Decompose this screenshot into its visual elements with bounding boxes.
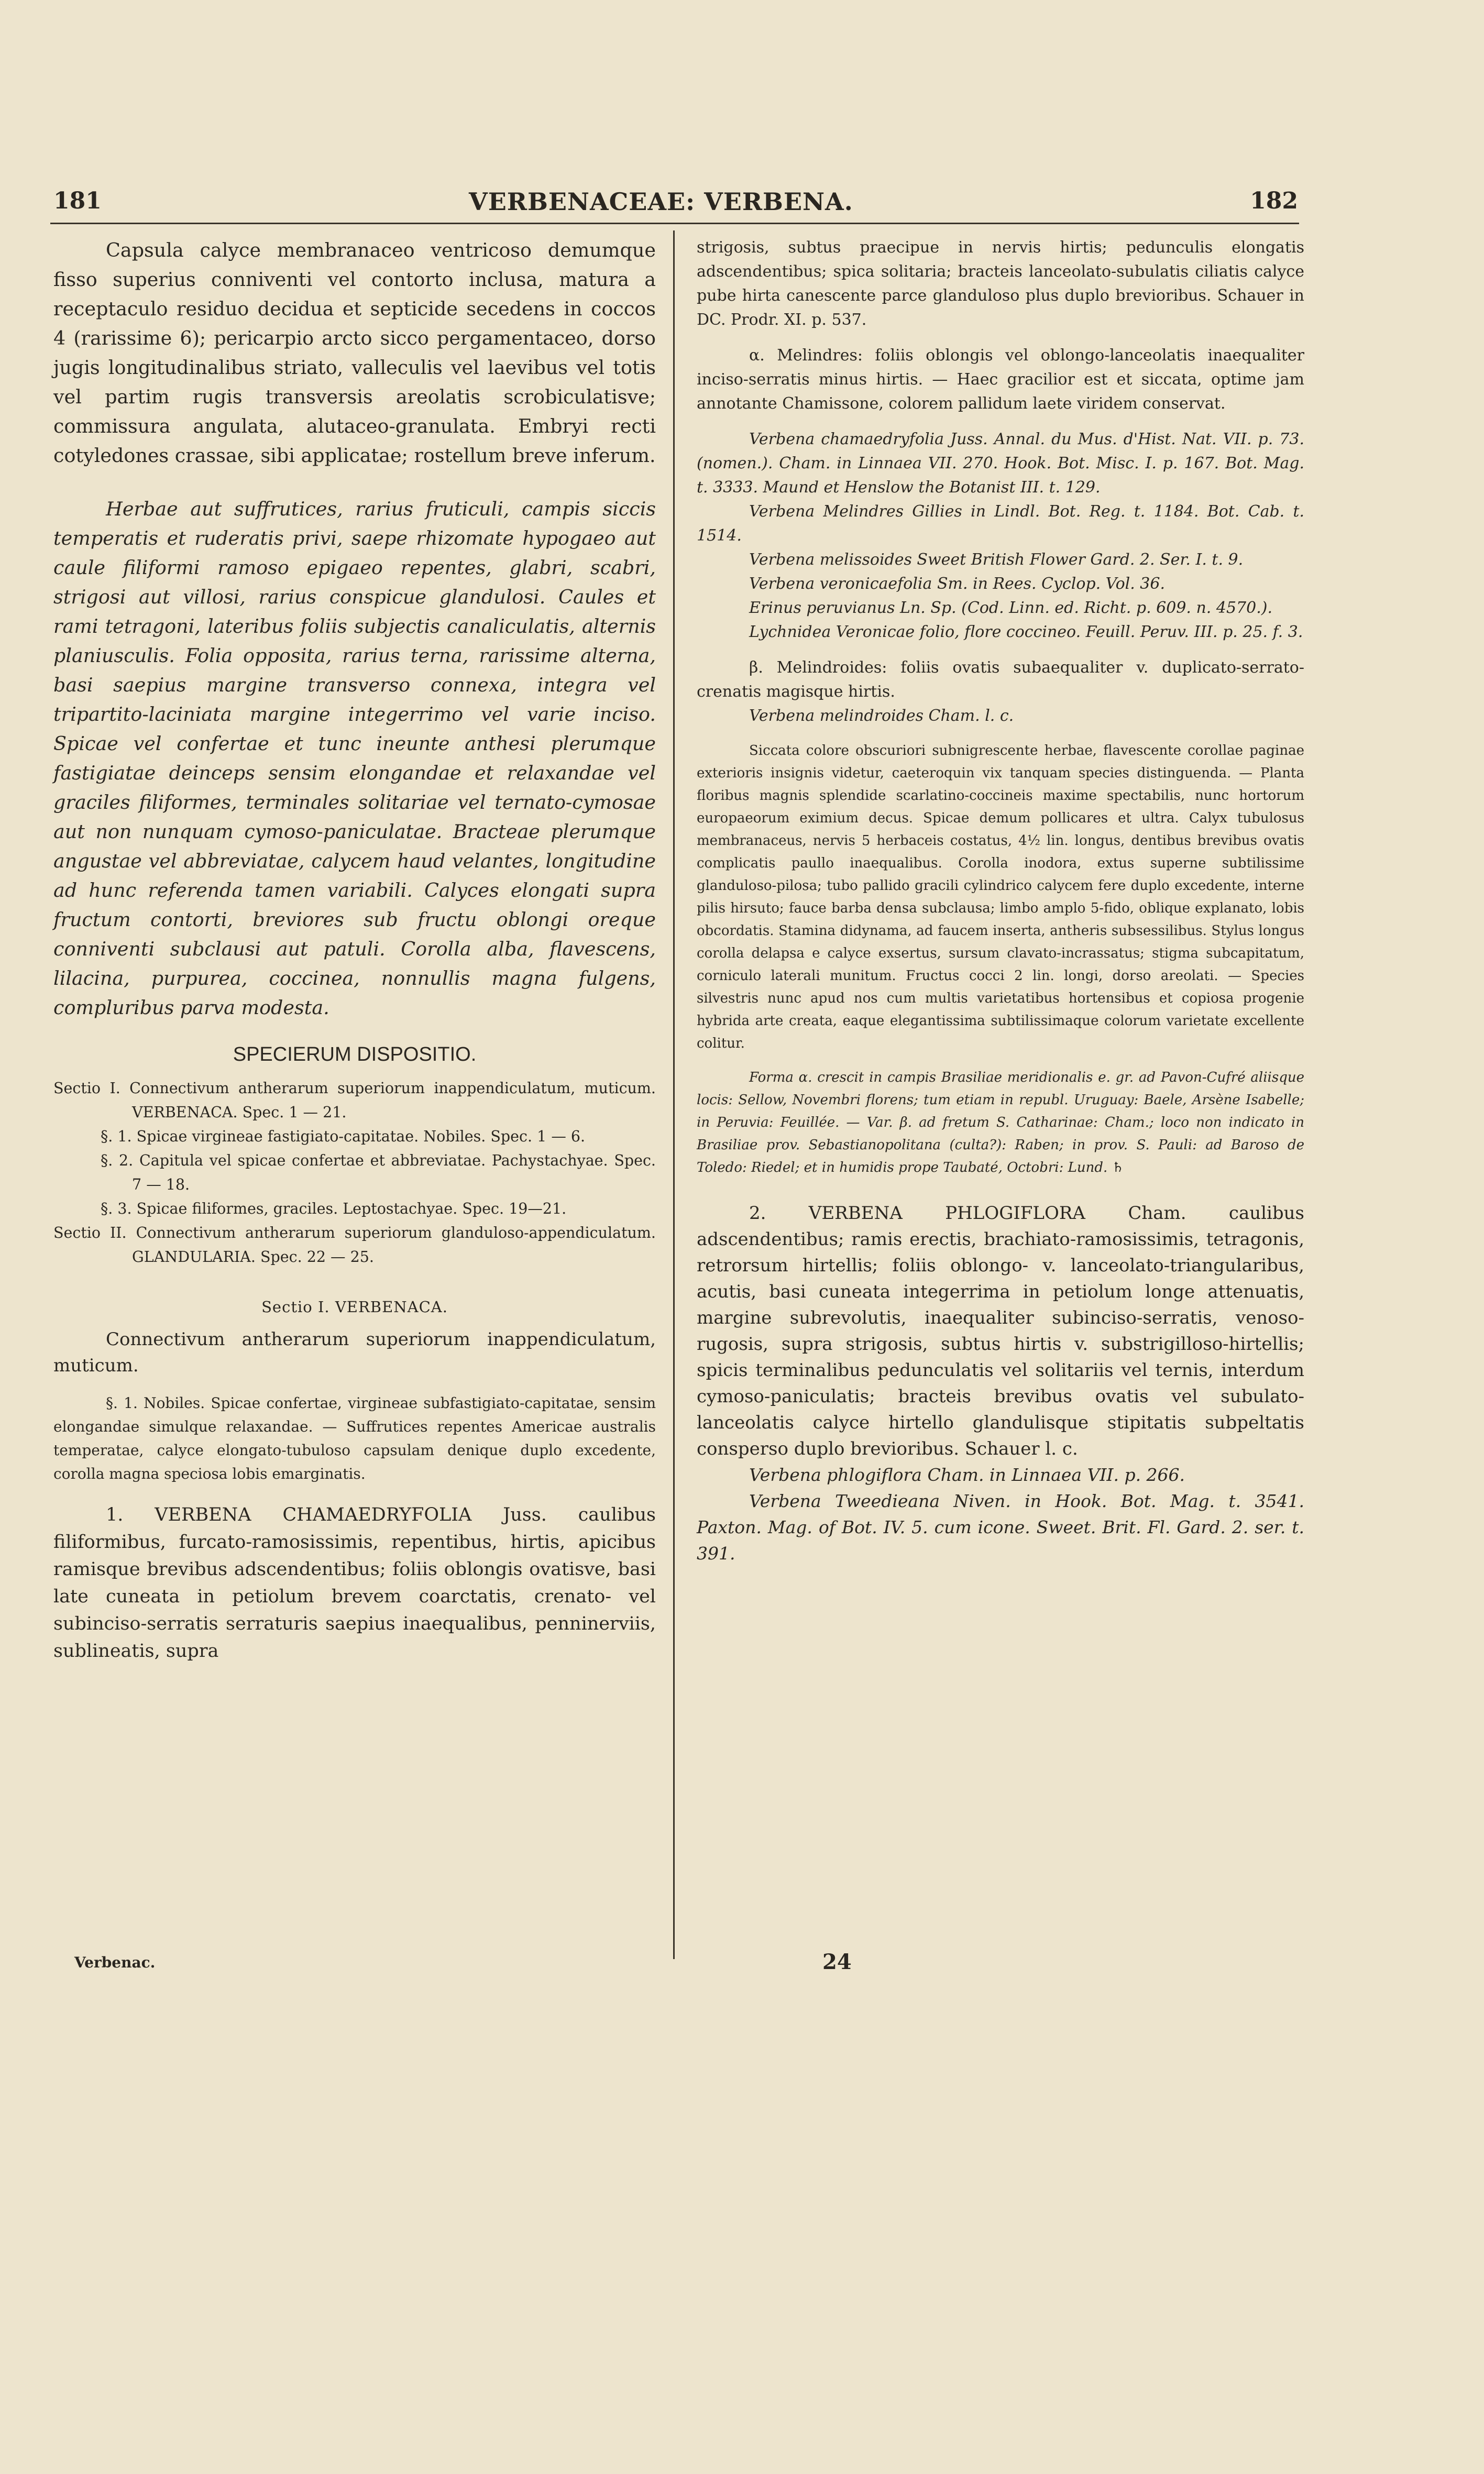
running-title: VERBENACEAE: VERBENA. bbox=[469, 188, 853, 216]
species-1-description: Siccata colore obscuriori subnigrescente herbae, flavescente corollae paginae exterioris insignis videtur, caeteroquin vix tanquam species distinguenda. — Planta floribus magnis splendide scarlatino-coccineis maxime spectabilis, nunc hortorum europaeorum eximium decus. Spicae demum pollicares et ultra. Calyx tubulosus membranaceus, nervis 5 herbaceis costatus, 4½ lin. longus, dentibus brevibus ovatis complicatis paullo inaequalibus. Corolla inodora, extus superne subtilissime glanduloso-pilosa; tubo pallido gracili cylindrico calycem fere duplo excedente, interne pilis hirsuto; fauce barba densa subclausa; limbo amplo 5-fido, oblique explanato, lobis obcordatis. Stamina didynama, ad faucem inserta, antheris subsessilibus. Stylus longus corolla delapsa e calyce exsertus, sursum clavato-incrassatus; stigma subcapitatum, corniculo laterali munitum. Fructus cocci 2 lin. longi, dorso areolati. — Species silvestris nunc apud nos cum multis varietatibus hortensibus et copiosa progenie hybrida arte creata, eaque elegantissima subtilissimaque colorum varietate excellente colitur. bbox=[697, 743, 1304, 1051]
nobiles-description: §. 1. Nobiles. Spicae confertae, virgineae subfastigiato-capitatae, sensim elongandae simulque relaxandae. — Suffrutices repentes Americae australis temperatae, calyce elongato-tubuloso capsulam denique duplo excedente, corolla magna speciosa lobis emarginatis. bbox=[53, 1394, 656, 1482]
sheet-signature: 24 bbox=[822, 1950, 852, 1974]
header-rule bbox=[50, 223, 1299, 224]
synonym-7: Verbena phlogiflora Cham. in Linnaea VII. p. 266. bbox=[749, 1465, 1185, 1485]
column-divider bbox=[673, 230, 675, 1959]
page-number-left: 181 bbox=[53, 188, 102, 214]
synonym-4: Verbena veronicaefolia Sm. in Rees. Cyclop. Vol. 36. bbox=[749, 575, 1166, 593]
sectio-2-entry: Sectio II. Connectivum antherarum superiorum glanduloso-appendiculatum. GLANDULARIA. Spec. 22 — 25. bbox=[53, 1224, 656, 1266]
synonym-5: Erinus peruvianus Ln. Sp. (Cod. Linn. ed. Richt. p. 609. n. 4570.). bbox=[749, 599, 1272, 617]
signature-mark: Verbenac. bbox=[74, 1954, 156, 1971]
dispositio-list bbox=[53, 1076, 656, 1269]
synonym-2: Verbena Melindres Gillies in Lindl. Bot. Reg. t. 1184. Bot. Cab. t. 1514. bbox=[697, 502, 1304, 545]
species-1-continuation: strigosis, subtus praecipue in nervis hirtis; pedunculis elongatis adscendentibus; spica solitaria; bracteis lanceolato-subulatis ciliatis calyce pube hirta canescente parce glanduloso plus duplo brevioribus. Schauer in DC. Prodr. XI. p. 537. bbox=[697, 238, 1304, 329]
variety-beta: β. Melindroides: foliis ovatis subaequaliter v. duplicato-serrato-crenatis magisque hirtis. bbox=[697, 658, 1304, 701]
species-2-diagnosis: 2. VERBENA PHLOGIFLORA Cham. caulibus adscendentibus; ramis erectis, brachiato-ramosissimis, tetragonis, retrorsum hirtellis; foliis oblongo- v. lanceolato-triangularibus, acutis, basi cuneata integerrima in petiolum longe attenuatis, margine subrevolutis, inaequaliter subinciso-serratis, venoso-rugosis, supra strigosis, subtus hirtis v. substrigilloso-hirtellis; spicis terminalibus pedunculatis vel solitariis vel ternis, interdum cymoso-paniculatis; bracteis brevibus ovatis vel subulato-lanceolatis calyce hirtello glandulisque stipitatis subpeltatis consperso duplo brevioribus. Schauer l. c. bbox=[697, 1203, 1304, 1459]
left-column bbox=[53, 236, 656, 1665]
sectio-1-entry: Sectio I. Connectivum antherarum superiorum inappendiculatum, muticum. VERBENACA. Spec. 1 — 21. bbox=[53, 1080, 656, 1121]
right-column bbox=[697, 236, 1304, 1567]
habitus-paragraph: Herbae aut suffrutices, rarius fruticuli, campis siccis temperatis et ruderatis privi, saepe rhizomate hypogaeo aut caule filiformi ramoso epigaeo repentes, glabri, scabri, strigosi aut villosi, rarius conspicue glandulosi. Caules et rami tetragoni, lateribus foliis subjectis canaliculatis, alternis planiusculis. Folia opposita, rarius terna, rarissime alterna, basi saepius margine transverso connexa, integra vel tripartito-laciniata margine integerrimo vel varie inciso. Spicae vel confertae et tunc ineunte anthesi plerumque fastigiatae deinceps sensim elongandae et relaxandae vel graciles filiformes, terminales solitariae vel ternato-cymosae aut non nunquam cymoso-paniculatae. Bracteae plerumque angustae vel abbreviatae, calycem haud velantes, longitudine ad hunc referenda tamen variabili. Calyces elongati supra fructum contorti, breviores sub fructu oblongi oreque conniventi subclausi aut patuli. Corolla alba, flavescens, lilacina, purpurea, coccinea, nonnullis magna fulgens, compluribus parva modesta. bbox=[53, 498, 656, 1019]
page-number-right: 182 bbox=[1250, 188, 1298, 214]
sectio-description: Connectivum antherarum superiorum inappendiculatum, muticum. bbox=[53, 1329, 656, 1376]
species-1-diagnosis: 1. VERBENA CHAMAEDRYFOLIA Juss. caulibus filiformibus, furcato-ramosissimis, repentibus, hirtis, apicibus ramisque brevibus adscendentibus; foliis oblongis ovatisve, basi late cuneata in petiolum brevem coarctatis, crenato- vel subinciso-serratis serraturis saepius inaequalibus, penninerviis, sublineatis, supra bbox=[53, 1504, 656, 1662]
synonym-1: Verbena chamaedryfolia Juss. Annal. du Mus. d'Hist. Nat. VII. p. 73. (nomen.). Cham. in Linnaea VII. 270. Hook. Bot. Misc. I. p. 167. Bot. Mag. t. 3333. Maund et Henslow the Botanist III. t. 129. bbox=[697, 430, 1304, 497]
subsection-3-entry: §. 3. Spicae filiformes, graciles. Leptostachyae. Spec. 19—21. bbox=[101, 1200, 567, 1217]
synonym-3: Verbena melissoides Sweet British Flower Gard. 2. Ser. I. t. 9. bbox=[749, 551, 1244, 569]
dispositio-title: SPECIERUM DISPOSITIO. bbox=[233, 1043, 477, 1065]
synonym-6: Lychnidea Veronicae folio, flore coccineo. Feuill. Peruv. III. p. 25. f. 3. bbox=[749, 623, 1303, 641]
subsection-2-entry: §. 2. Capitula vel spicae confertae et abbreviatae. Pachystachyae. Spec. 7 — 18. bbox=[101, 1152, 656, 1193]
variety-alpha: α. Melindres: foliis oblongis vel oblongo-lanceolatis inaequaliter inciso-serratis minus hirtis. — Haec gracilior est et siccata, optime jam annotante Chamissone, colorem pallidum laete viridem conservat. bbox=[697, 346, 1304, 413]
variety-beta-synonym: Verbena melindroides Cham. l. c. bbox=[749, 707, 1014, 725]
subsection-1-entry: §. 1. Spicae virgineae fastigiato-capitatae. Nobiles. Spec. 1 — 6. bbox=[101, 1128, 586, 1145]
species-1-distribution: Forma α. crescit in campis Brasiliae meridionalis e. gr. ad Pavon-Cufré aliisque locis: Sellow, Novembri florens; tum etiam in republ. Uruguay: Baele, Arsène Isabelle; in Peruvia: Feuillée. — Var. β. ad fretum S. Catharinae: Cham.; loco non indicato in Brasiliae prov. Sebastianopolitana (culta?): Raben; in prov. S. Pauli: ad Baroso de Toledo: Riedel; et in humidis prope Taubaté, Octobri: Lund. ♄ bbox=[697, 1070, 1304, 1175]
capsula-paragraph: Capsula calyce membranaceo ventricoso demumque fisso superius conniventi vel contorto inclusa, matura a receptaculo residuo decidua et septicide secedens in coccos 4 (rarissime 6); pericarpio arcto sicco pergamentaceo, dorso jugis longitudinalibus striato, valleculis vel laevibus vel totis vel partim rugis transversis areolatis scrobiculatisve; commissura angulata, alutaceo-granulata. Embryi recti cotyledones crassae, sibi applicatae; rostellum breve inferum. bbox=[53, 239, 656, 467]
sectio-heading: Sectio I. VERBENACA. bbox=[261, 1298, 448, 1316]
synonym-8: Verbena Tweedieana Niven. in Hook. Bot. Mag. t. 3541. Paxton. Mag. of Bot. IV. 5. cum icone. Sweet. Brit. Fl. Gard. 2. ser. t. 391. bbox=[697, 1491, 1304, 1564]
